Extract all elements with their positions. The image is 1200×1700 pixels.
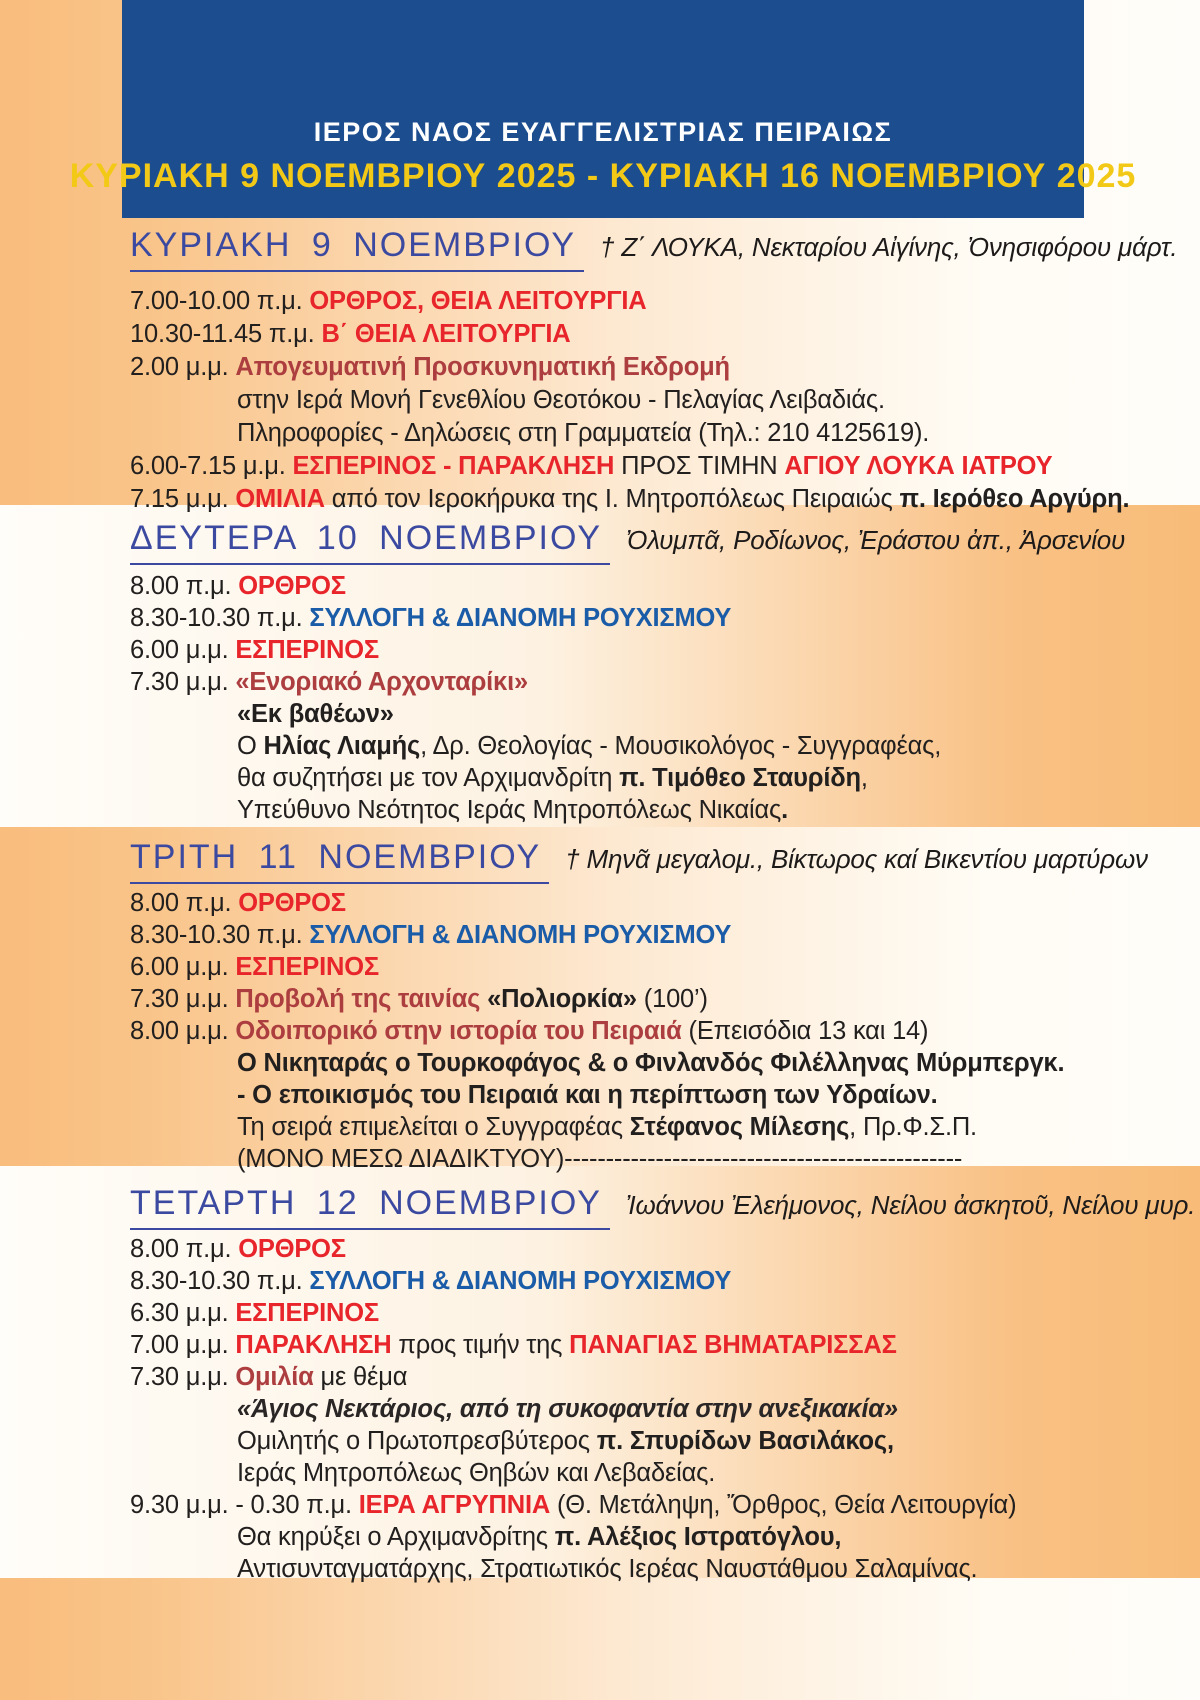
schedule-line-segment: Απογευματινή Προσκυνηματική Εκδρομή [235, 353, 730, 381]
schedule-line-segment: Πληροφορίες - Δηλώσεις στη Γραμματεία (Τηλ.: 210 4125619). [237, 419, 930, 447]
schedule-line-segment: ΕΣΠΕΡΙΝΟΣ [235, 953, 379, 981]
schedule-line [130, 1143, 1200, 1175]
schedule-line [130, 1047, 1200, 1079]
day-header [130, 519, 1200, 565]
schedule-line [130, 983, 1200, 1015]
schedule-line-segment: θα συζητήσει με τον Αρχιμανδρίτη [237, 764, 620, 792]
schedule-line-segment: . [781, 796, 789, 824]
schedule-line-segment: 7.30 μ.μ. [130, 668, 236, 696]
schedule-line [130, 762, 1200, 794]
schedule-line-segment: ΠΡΟΣ ΤΙΜΗΝ [614, 452, 785, 480]
schedule-line-segment: ΕΣΠΕΡΙΝΟΣ [235, 1299, 379, 1327]
schedule-line-segment: (100’) [636, 985, 708, 1013]
day-section-2 [130, 519, 1200, 826]
schedule-line-segment: Ο Νικηταράς ο Τουρκοφάγος & ο Φινλανδός Φιλέλληνας Μύρμπεργκ. [237, 1049, 1065, 1077]
schedule-line-segment: στην Ιερά Μονή Γενεθλίου Θεοτόκου - Πελαγίας Λειβαδιάς. [237, 386, 885, 414]
schedule-line [130, 450, 1200, 483]
schedule-line-segment: ΟΡΘΡΟΣ [238, 889, 346, 917]
schedule-line-segment: 9.30 μ.μ. - 0.30 π.μ. [130, 1491, 359, 1519]
schedule-line-segment: ΕΣΠΕΡΙΝΟΣ [235, 636, 379, 664]
schedule-line [130, 698, 1200, 730]
schedule-line-segment: ΙΕΡΑ ΑΓΡΥΠΝΙΑ [358, 1491, 551, 1519]
schedule-line [130, 1457, 1200, 1489]
schedule-line-segment: 7.15 μ.μ. [130, 485, 236, 513]
schedule-line-segment: από τον Ιεροκήρυκα της Ι. Μητροπόλεως Πειραιώς [324, 485, 900, 513]
schedule-line [130, 1233, 1200, 1265]
day-title: ΤΡΙΤΗ 11 ΝΟΕΜΒΡΙΟΥ [130, 838, 549, 884]
schedule-line-segment: 6.30 μ.μ. [130, 1299, 236, 1327]
schedule-line [130, 730, 1200, 762]
schedule-line-segment: , Πρ.Φ.Σ.Π. [849, 1113, 977, 1141]
schedule-line-segment: (Θ. Μετάληψη, Ὄρθρος, Θεία Λειτουργία) [550, 1491, 1017, 1519]
schedule-line-segment: 7.30 μ.μ. [130, 1363, 236, 1391]
schedule-line-segment: Ηλίας Λιαμής [263, 732, 421, 760]
schedule-line [130, 1521, 1200, 1553]
schedule-line-segment: π. Σπυρίδων Βασιλάκος, [596, 1427, 894, 1455]
schedule-line-segment: (ΜΟΝΟ ΜΕΣΩ ΔΙΑΔΙΚΤΥΟΥ)------------------------------------------------ [237, 1145, 963, 1173]
schedule-line-segment: Ομιλητής ο Πρωτοπρεσβύτερος [237, 1427, 597, 1455]
schedule-line [130, 666, 1200, 698]
schedule-line [130, 351, 1200, 384]
schedule-line-segment: Β΄ ΘΕΙΑ ΛΕΙΤΟΥΡΓΙΑ [321, 320, 571, 348]
schedule-line [130, 1079, 1200, 1111]
schedule-line-segment: προς τιμήν της [391, 1331, 570, 1359]
day-rows [130, 570, 1200, 826]
schedule-line-segment: Τη σειρά επιμελείται ο Συγγραφέας [237, 1113, 630, 1141]
schedule-line-segment: 8.00 μ.μ. [130, 1017, 236, 1045]
day-title: ΤΕΤΑΡΤΗ 12 ΝΟΕΜΒΡΙΟΥ [130, 1184, 610, 1230]
schedule-line-segment: 6.00-7.15 μ.μ. [130, 452, 293, 480]
schedule-line-segment: ΟΜΙΛΙΑ [235, 485, 325, 513]
schedule-line [130, 634, 1200, 666]
schedule-line [130, 1553, 1200, 1585]
day-header [130, 226, 1200, 272]
schedule-line-segment: 7.00-10.00 π.μ. [130, 287, 310, 315]
schedule-line-segment: Προβολή της ταινίας [235, 985, 488, 1013]
schedule-line [130, 1015, 1200, 1047]
schedule-line-segment: «Εκ βαθέων» [237, 700, 394, 728]
schedule-line-segment: Οδοιπορικό στην ιστορία του Πειραιά [235, 1017, 682, 1045]
schedule-line-segment: 10.30-11.45 π.μ. [130, 320, 322, 348]
schedule-line [130, 794, 1200, 826]
schedule-line-segment: 7.30 μ.μ. [130, 985, 236, 1013]
day-saints: Ὀλυμπᾶ, Ροδίωνος, Ἐράστου ἀπ., Ἀρσενίου [626, 525, 1126, 555]
schedule-line [130, 384, 1200, 417]
schedule-line-segment: 8.00 π.μ. [130, 889, 239, 917]
week-range: ΚΥΡΙΑΚΗ 9 ΝΟΕΜΒΡΙΟΥ 2025 - ΚΥΡΙΑΚΗ 16 ΝΟΕΜΒΡΙΟΥ 2025 [69, 157, 1137, 195]
schedule-line [130, 1329, 1200, 1361]
schedule-line-segment: Υπεύθυνο Νεότητος Ιεράς Μητροπόλεως Νικαίας [237, 796, 782, 824]
schedule-line-segment: ΣΥΛΛΟΓΗ & ΔΙΑΝΟΜΗ ΡΟΥΧΙΣΜΟΥ [309, 604, 732, 632]
schedule-line-segment: (Επεισόδια 13 και 14) [681, 1017, 929, 1045]
day-title: ΚΥΡΙΑΚΗ 9 ΝΟΕΜΒΡΙΟΥ [130, 226, 584, 272]
schedule-line [130, 483, 1200, 516]
schedule-line-segment: 6.00 μ.μ. [130, 953, 236, 981]
schedule-line-segment: 8.00 π.μ. [130, 1235, 239, 1263]
day-saints: † Μηνᾶ μεγαλομ., Βίκτωρος καί Βικεντίου μαρτύρων [565, 844, 1148, 874]
schedule-line [130, 1361, 1200, 1393]
schedule-line-segment: «Πολιορκία» [487, 985, 637, 1013]
schedule-line-segment: Ομιλία [235, 1363, 314, 1391]
schedule-line-segment: Ο [237, 732, 264, 760]
schedule-line [130, 1265, 1200, 1297]
schedule-line-segment: ΟΡΘΡΟΣ, ΘΕΙΑ ΛΕΙΤΟΥΡΓΙΑ [309, 287, 647, 315]
schedule-line-segment: ΟΡΘΡΟΣ [238, 572, 346, 600]
schedule-line-segment: με θέμα [313, 1363, 408, 1391]
schedule-line-segment: , [860, 764, 868, 792]
schedule-line-segment: π. Ιερόθεο Αργύρη. [899, 485, 1130, 513]
schedule-line [130, 919, 1200, 951]
day-section-4 [130, 1184, 1200, 1585]
schedule-line-segment: 8.30-10.30 π.μ. [130, 921, 310, 949]
schedule-line-segment: ΑΓΙΟΥ ΛΟΥΚΑ ΙΑΤΡΟΥ [784, 452, 1053, 480]
schedule-line-segment: 8.00 π.μ. [130, 572, 239, 600]
schedule-line-segment: 2.00 μ.μ. [130, 353, 236, 381]
schedule-line-segment: 7.00 μ.μ. [130, 1331, 236, 1359]
schedule-line [130, 951, 1200, 983]
schedule-line-segment: ΠΑΡΑΚΛΗΣΗ [235, 1331, 392, 1359]
schedule-line-segment: Θα κηρύξει ο Αρχιμανδρίτης [237, 1523, 555, 1551]
day-section-3 [130, 838, 1200, 1175]
schedule-line-segment: Στέφανος Μίλεσης [629, 1113, 850, 1141]
schedule-line [130, 318, 1200, 351]
schedule-line-segment: Ιεράς Μητροπόλεως Θηβών και Λεβαδείας. [237, 1459, 716, 1487]
schedule-line-segment: 6.00 μ.μ. [130, 636, 236, 664]
schedule-line-segment: Αντισυνταγματάρχης, Στρατιωτικός Ιερέας Ναυστάθμου Σαλαμίνας. [237, 1555, 978, 1583]
schedule-line-segment: , Δρ. Θεολογίας - Μουσικολόγος - Συγγραφέας, [420, 732, 942, 760]
schedule-line [130, 1297, 1200, 1329]
day-rows [130, 1233, 1200, 1585]
schedule-line-segment: - Ο εποικισμός του Πειραιά και η περίπτωση των Υδραίων. [237, 1081, 938, 1109]
schedule-line [130, 887, 1200, 919]
day-rows [130, 887, 1200, 1175]
schedule-line [130, 285, 1200, 318]
schedule-line-segment: ΠΑΝΑΓΙΑΣ ΒΗΜΑΤΑΡΙΣΣΑΣ [569, 1331, 897, 1359]
day-rows [130, 285, 1200, 516]
schedule-line-segment: ΟΡΘΡΟΣ [238, 1235, 346, 1263]
schedule-line [130, 1489, 1200, 1521]
day-title: ΔΕΥΤΕΡΑ 10 ΝΟΕΜΒΡΙΟΥ [130, 519, 610, 565]
day-header [130, 1184, 1200, 1230]
schedule-line-segment: π. Αλέξιος Ιστρατόγλου, [554, 1523, 842, 1551]
schedule-line [130, 570, 1200, 602]
schedule-line [130, 1111, 1200, 1143]
church-name: ΙΕΡΟΣ ΝΑΟΣ ΕΥΑΓΓΕΛΙΣΤΡΙΑΣ ΠΕΙΡΑΙΩΣ [313, 117, 893, 147]
day-saints: † Ζ΄ ΛΟΥΚΑ, Νεκταρίου Αἰγίνης, Ὀνησιφόρου μάρτ. [600, 232, 1178, 262]
day-section-1 [130, 226, 1200, 516]
schedule-line [130, 417, 1200, 450]
schedule-line-segment: ΣΥΛΛΟΓΗ & ΔΙΑΝΟΜΗ ΡΟΥΧΙΣΜΟΥ [309, 921, 732, 949]
day-header [130, 838, 1200, 884]
schedule-line-segment: «Άγιος Νεκτάριος, από τη συκοφαντία στην ανεξικακία» [237, 1395, 898, 1423]
schedule-line [130, 1425, 1200, 1457]
schedule-line-segment: «Ενοριακό Αρχονταρίκι» [235, 668, 528, 696]
schedule-line-segment: 8.30-10.30 π.μ. [130, 604, 310, 632]
schedule-line-segment: 8.30-10.30 π.μ. [130, 1267, 310, 1295]
schedule-line-segment: ΕΣΠΕΡΙΝΟΣ - ΠΑΡΑΚΛΗΣΗ [292, 452, 615, 480]
day-saints: Ἰωάννου Ἐλεήμονος, Νείλου ἀσκητοῦ, Νείλου μυρ. [625, 1190, 1196, 1220]
schedule-line-segment: π. Τιμόθεο Σταυρίδη [619, 764, 861, 792]
schedule-line-segment: ΣΥΛΛΟΓΗ & ΔΙΑΝΟΜΗ ΡΟΥΧΙΣΜΟΥ [309, 1267, 732, 1295]
schedule-line [130, 1393, 1200, 1425]
schedule-line [130, 602, 1200, 634]
